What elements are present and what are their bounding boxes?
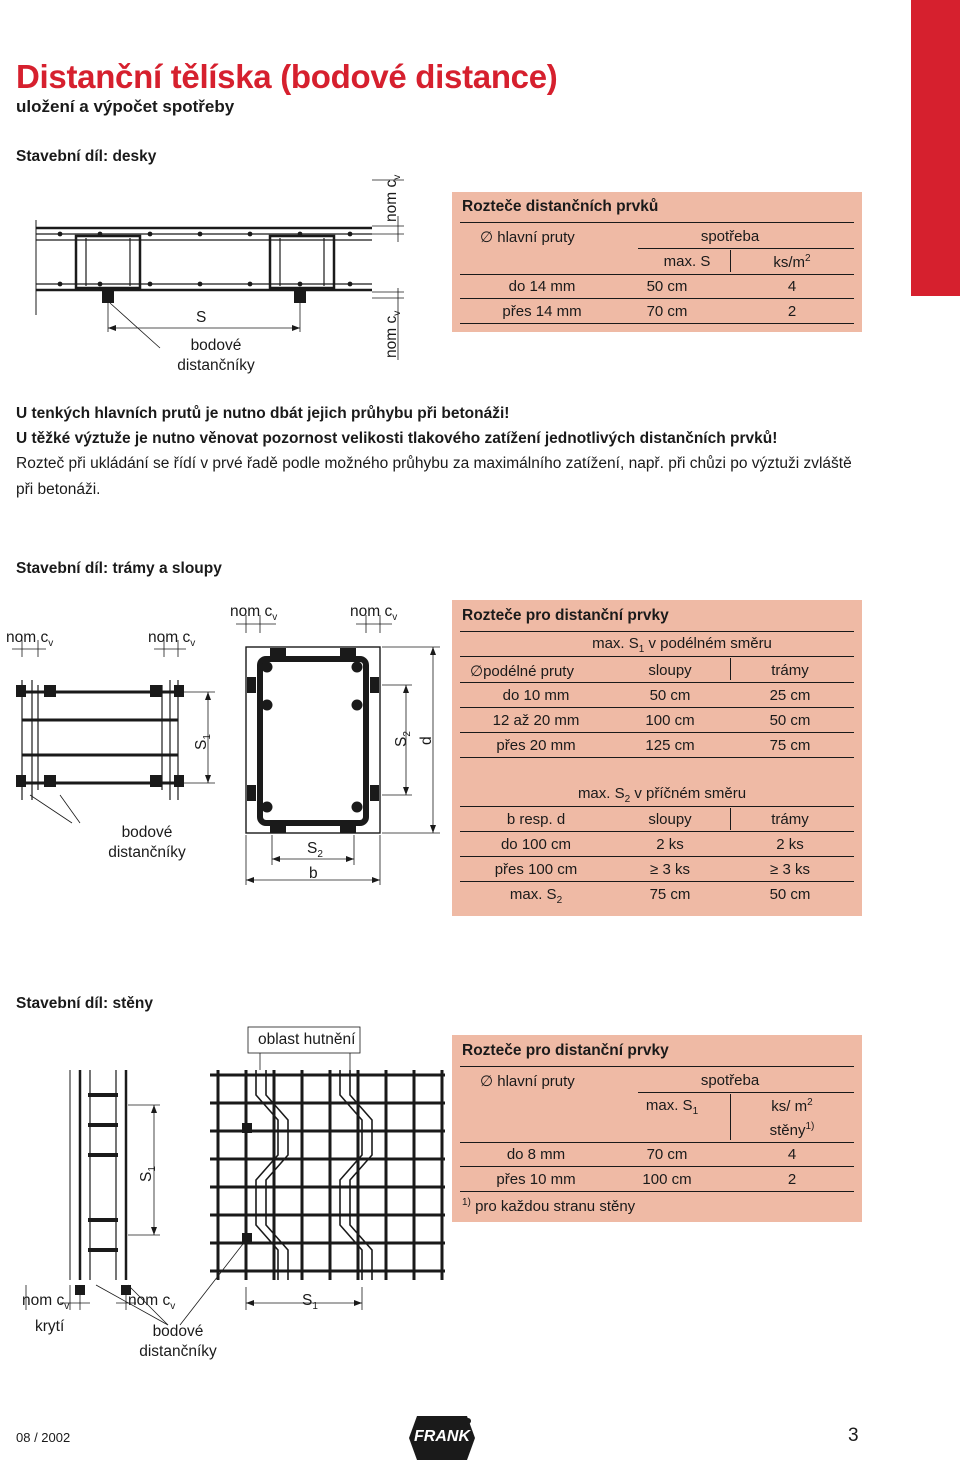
beam-nom-cv-left-sub: v xyxy=(48,638,54,650)
footer-date: 08 / 2002 xyxy=(16,1430,71,1445)
section-heading-beams-columns: Stavební díl: trámy a sloupy xyxy=(16,560,222,577)
beam-nom-cv-right-text: nom c xyxy=(148,629,191,646)
beam-table-part2-heading-sub: 2 xyxy=(624,794,631,805)
beam-nom-cv-right xyxy=(148,629,195,649)
frank-logo-text: FRANK xyxy=(414,1428,470,1445)
slab-table-sub-col2 xyxy=(752,253,832,271)
slab-table-sub-col2-sup: 2 xyxy=(805,253,811,264)
beam-nom-cv-right-sub: v xyxy=(190,638,196,650)
beam-spacer-label-line1: bodové xyxy=(121,824,173,841)
beam-table-part1-heading xyxy=(562,635,802,655)
frank-logo-icon xyxy=(409,1416,475,1460)
beam-table-p2-row3-c1 xyxy=(466,886,606,906)
beam-nom-cv-left xyxy=(6,629,53,649)
column-s2-text: S xyxy=(307,840,318,857)
slab-nom-cv-top xyxy=(383,175,403,222)
column-b-label: b xyxy=(309,865,318,882)
wall-table-footnote-mark: 1) xyxy=(462,1197,471,1208)
wall-table-sub-col1-text: max. S xyxy=(645,1097,693,1114)
beam-table-part2-col1: b resp. d xyxy=(506,811,566,828)
wall-table-col1-header-text: hlavní pruty xyxy=(497,1073,575,1090)
section-heading-slabs: Stavební díl: desky xyxy=(16,148,157,165)
wall-table-row2-c3: 2 xyxy=(787,1171,797,1188)
beam-table-p1-row2-c1: 12 až 20 mm xyxy=(492,712,580,729)
beam-table-part1-col3: trámy xyxy=(771,662,809,679)
wall-diagram xyxy=(0,1025,450,1365)
beam-table-p1-row3-c1: přes 20 mm xyxy=(496,737,576,754)
wall-s1-label xyxy=(302,1292,318,1312)
column-s2-vertical-sub: 2 xyxy=(402,731,414,737)
wall-compaction-label: oblast hutnění xyxy=(258,1031,356,1048)
slab-table-title: Rozteče distančních prvků xyxy=(462,198,659,215)
beam-table-p1-row3-c2: 125 cm xyxy=(645,737,695,754)
beam-s1-sub: 1 xyxy=(202,734,214,740)
slab-table-col1-header-text: hlavní pruty xyxy=(497,229,575,246)
beam-table-title: Rozteče pro distanční prvky xyxy=(462,607,669,624)
beam-table-p2-row3-c2: 75 cm xyxy=(649,886,691,903)
wall-table-col1-header xyxy=(480,1072,575,1090)
beam-table-p2-row2-c3-text: 3 ks xyxy=(782,861,810,878)
beam-s1-text: S xyxy=(193,739,210,750)
column-nom-cv-right xyxy=(350,603,397,623)
page-title: Distanční tělíska (bodové distance) xyxy=(16,58,558,95)
wall-s1-vertical-text: S xyxy=(138,1171,155,1182)
column-nom-cv-left-sub: v xyxy=(272,612,278,624)
beam-nom-cv-left-text: nom c xyxy=(6,629,49,646)
beam-table-p2-row3-c1-text: max. S xyxy=(509,886,557,903)
wall-table-sub-col2-text: ks/ m xyxy=(771,1098,808,1115)
wall-table-col2-header: spotřeba xyxy=(700,1072,760,1089)
slab-spacing-table xyxy=(452,192,862,332)
slab-spacer-label xyxy=(166,336,266,376)
column-nom-cv-right-text: nom c xyxy=(350,603,393,620)
slab-nom-cv-top-sub: v xyxy=(392,174,404,180)
wall-s1-text: S xyxy=(302,1292,313,1309)
beam-table-part1-heading-sub: 1 xyxy=(638,644,645,655)
note-spacing-line1: Rozteč při ukládání se řídí v prvé řadě podle možného průhybu za maximálního zatížení, např. při chůzi po výztuži zvláště xyxy=(16,455,852,472)
wall-nom-cv-left xyxy=(22,1292,69,1312)
wall-table-row2-c1: přes 10 mm xyxy=(496,1171,576,1188)
beam-table-p1-row1-c2: 50 cm xyxy=(649,687,691,704)
wall-table-sub-col2-line2 xyxy=(752,1121,832,1139)
diameter-icon: ∅ xyxy=(480,229,494,246)
note-thin-bars: U tenkých hlavních prutů je nutno dbát jejich průhybu při betonáži! xyxy=(16,405,510,422)
slab-nom-cv-bottom-sub: v xyxy=(392,310,404,316)
page-number: 3 xyxy=(848,1425,859,1446)
diameter-icon: ∅ xyxy=(470,663,484,680)
beam-table-part2-col2: sloupy xyxy=(648,811,692,828)
beam-table-part1-heading-text: max. S xyxy=(592,635,639,652)
beam-table-part1-col2: sloupy xyxy=(648,662,692,679)
beam-table-part1-col1 xyxy=(470,662,574,680)
wall-table-footnote-text: pro každou stranu stěny xyxy=(475,1198,636,1215)
beam-table-p2-row1-c1: do 100 cm xyxy=(500,836,572,853)
wall-table-row2-c2: 100 cm xyxy=(642,1171,692,1188)
column-nom-cv-left-text: nom c xyxy=(230,603,273,620)
column-nom-cv-left xyxy=(230,603,277,623)
red-accent-tab xyxy=(911,0,960,296)
beam-table-p2-row1-c3: 2 ks xyxy=(776,836,804,853)
greater-equal-icon: ≥ xyxy=(650,861,659,878)
wall-s1-vertical-label xyxy=(138,1166,158,1182)
wall-nom-cv-right-text: nom c xyxy=(128,1292,171,1309)
beam-table-p2-row2-c2-text: 3 ks xyxy=(662,861,690,878)
greater-equal-icon: ≥ xyxy=(770,861,779,878)
wall-table-sub-col1 xyxy=(614,1097,730,1117)
section-heading-walls: Stavební díl: stěny xyxy=(16,995,153,1012)
wall-spacer-label-line1: bodové xyxy=(152,1323,204,1340)
column-s2-vertical-label xyxy=(393,731,413,747)
beam-table-p1-row3-c3: 75 cm xyxy=(769,737,811,754)
note-heavy-reinforcement: U těžké výztuže je nutno věnovat pozornost velikosti tlakového zatížení jednotlivých distančních prvků! xyxy=(16,430,778,447)
wall-table-sub-col2-sup: 2 xyxy=(807,1097,813,1108)
wall-table-sub-col2-line2-text: stěny xyxy=(769,1122,806,1139)
beam-table-p2-row3-c1-sub: 2 xyxy=(556,895,563,906)
beam-table-p2-row1-c2: 2 ks xyxy=(656,836,684,853)
wall-table-title: Rozteče pro distanční prvky xyxy=(462,1042,669,1059)
beam-s1-label xyxy=(193,734,213,750)
beam-table-part2-heading-text: max. S xyxy=(577,785,625,802)
slab-nom-cv-bottom xyxy=(383,311,403,358)
beam-table-p2-row2-c1: přes 100 cm xyxy=(494,861,578,878)
slab-table-col1-header xyxy=(480,228,575,246)
beam-table-p1-row1-c1: do 10 mm xyxy=(502,687,570,704)
beam-spacer-label xyxy=(97,823,197,863)
wall-table-sub-col2-line2-sup: 1) xyxy=(805,1121,815,1132)
wall-nom-cv-left-text: nom c xyxy=(22,1292,65,1309)
beam-table-part1-col1-text: podélné pruty xyxy=(483,663,574,680)
slab-s-label: S xyxy=(196,309,207,326)
note-spacing-line2: při betonáži. xyxy=(16,481,101,498)
wall-spacer-label-line2: distančníky xyxy=(139,1343,217,1360)
beam-spacing-table xyxy=(452,600,862,916)
slab-table-row2-c3: 2 xyxy=(787,303,797,320)
slab-diagram xyxy=(0,160,440,380)
wall-nom-cv-right-sub: v xyxy=(170,1301,176,1313)
wall-nom-cv-right xyxy=(128,1292,175,1312)
wall-table-row1-c3: 4 xyxy=(787,1146,797,1163)
wall-table-sub-col1-sub: 1 xyxy=(692,1106,699,1117)
wall-table-footnote xyxy=(462,1197,635,1215)
slab-nom-cv-top-text: nom c xyxy=(383,179,400,222)
slab-table-row2-c1: přes 14 mm xyxy=(502,303,582,320)
wall-spacer-label xyxy=(128,1322,228,1362)
slab-spacer-label-line1: bodové xyxy=(190,337,242,354)
wall-cover-label: krytí xyxy=(35,1318,65,1335)
beam-diagram-drawing xyxy=(0,595,450,895)
beam-table-part2-heading xyxy=(562,785,762,805)
wall-diagram-drawing xyxy=(0,1025,450,1365)
wall-table-row1-c1: do 8 mm xyxy=(506,1146,566,1163)
beam-table-part2-col3: trámy xyxy=(771,811,809,828)
wall-nom-cv-left-sub: v xyxy=(64,1301,70,1313)
beam-table-p1-row1-c3: 25 cm xyxy=(769,687,811,704)
page-subtitle: uložení a výpočet spotřeby xyxy=(16,97,235,116)
slab-table-sub-col1: max. S xyxy=(663,253,711,270)
wall-s1-sub: 1 xyxy=(312,1301,318,1313)
slab-table-sub-col2-text: ks/m xyxy=(773,254,806,271)
column-s2-vertical-text: S xyxy=(393,736,410,747)
beam-table-p2-row2-c2 xyxy=(612,861,728,878)
slab-nom-cv-bottom-text: nom c xyxy=(383,315,400,358)
column-s2-label xyxy=(307,840,323,860)
wall-table-sub-col2 xyxy=(752,1097,832,1115)
slab-table-row1-c1: do 14 mm xyxy=(508,278,576,295)
column-nom-cv-right-sub: v xyxy=(392,612,398,624)
wall-spacing-table xyxy=(452,1035,862,1222)
beam-table-p1-row2-c3: 50 cm xyxy=(769,712,811,729)
beam-table-part1-heading-rest: v podélném směru xyxy=(644,635,772,652)
slab-spacer-label-line2: distančníky xyxy=(177,357,255,374)
slab-table-row2-c2: 70 cm xyxy=(646,303,688,320)
wall-s1-vertical-sub: 1 xyxy=(147,1166,159,1172)
beam-diagram xyxy=(0,595,450,895)
slab-table-col2-header: spotřeba xyxy=(700,228,760,245)
beam-spacer-label-line2: distančníky xyxy=(108,844,186,861)
slab-table-row1-c3: 4 xyxy=(787,278,797,295)
column-d-label: d xyxy=(418,736,435,745)
diameter-icon: ∅ xyxy=(480,1073,494,1090)
slab-table-row1-c2: 50 cm xyxy=(646,278,688,295)
beam-table-p2-row3-c3: 50 cm xyxy=(769,886,811,903)
column-s2-sub: 2 xyxy=(317,849,323,861)
beam-table-p2-row2-c3 xyxy=(732,861,848,878)
wall-table-row1-c2: 70 cm xyxy=(646,1146,688,1163)
beam-table-p1-row2-c2: 100 cm xyxy=(645,712,695,729)
beam-table-part2-heading-rest: v příčném směru xyxy=(630,785,747,802)
